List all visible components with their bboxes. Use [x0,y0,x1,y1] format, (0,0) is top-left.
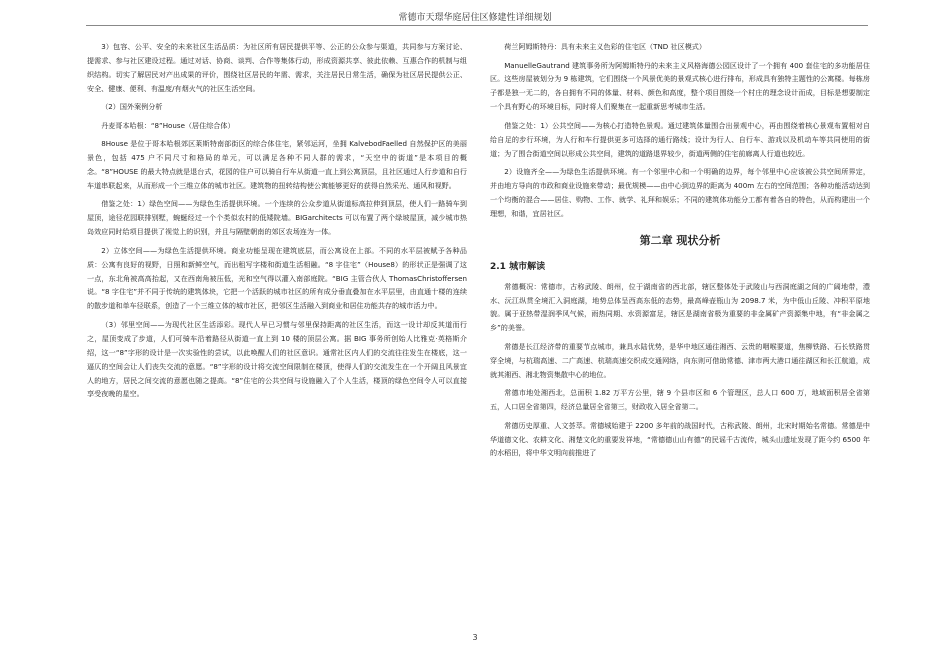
header-divider [86,25,868,26]
left-column [87,40,467,406]
paragraph: 常德是长江经济带的重要节点城市，兼具水陆优势，是华中地区通往湘西、云贵的咽喉要道，焦柳铁路、石长铁路贯穿全境，与杭瑞高速、二广高速、杭瑞高速交织成交通网络，向东则可借助常德、津市两大港口通往湖区和长江航道，成就其湘西、湘北物资集散中心的地位。 [490,341,870,379]
paragraph: 3）包容、公平、安全的未来社区生活品质：为社区所有居民提供平等、公正的公众参与渠道，共同参与方案讨论、提需求、参与社区建设过程。通过对话、协商、谈判、合作等集体行动，形成资源共享、彼此依赖、互惠合作的机制与组织结构。切实了解居民对产出成果的评价，围绕社区居民的年需、需求，关注居民日常生活，确保为社区居民提供公正、安全、健康、便利、有温度/有烟火气的社区生活空间。 [87,42,467,93]
header-title: 常德市天璟华庭居住区修建性详细规划 [398,13,552,23]
paragraph: （3）邻里空间——为现代社区生活添彩。现代人早已习惯与邻里保持距离的社区生活，而这一设计却反其道而行之，屋顶变成了步道，人们可骑车沿着路径从街道一直上到 10 楼的顶层公寓。据 BIG 事务所创始人比雅克·英格斯介绍，这一“8”字形的设计是一次实验性的尝试，以此唤醒人们的社区意识。通常社区内人们的交流往往发生在楼底，这一逼仄的空间会让人们丧失交流的意愿。“8”字形的设计将交流空间限制在楼顶，使得人们的交流发生在一个开阔且风景宜人的地方，居民之间交流的意愿也随之提高。“8”住宅的公共空间与设施融入了个人生活，楼顶的绿色空间令人可以直接享受夜晚的星空。 [87,319,467,399]
page-header [0,10,950,23]
subheading-foreign-cases: （2）国外案例分析 [101,102,163,112]
chapter-title: 第二章 现状分析 [639,233,721,247]
paragraph: 常德历史厚重、人文荟萃。常德城始建于 2200 多年前的战国时代，古称武陵、朗州，北宋时期始名常德。常德是中华道德文化、农耕文化、湘楚文化的重要发祥地，“常德德山山有德”的民谣千古流传，城头山遗址发现了距今约 6500 年的水稻田，将中华文明向前推进了 [490,420,870,458]
page-footer [0,633,950,642]
section-title: 2.1 城市解读 [490,261,546,272]
case-title-amsterdam: 荷兰阿姆斯特丹：具有未来主义色彩的住宅区（TND 社区模式） [504,42,706,51]
paragraph: 2）设施齐全——为绿色生活提供环境。有一个邻里中心和一个明确的边界，每个邻里中心应该被公共空间所界定，并由地方导向的市政和商业设施来带动；最优规模——由中心到边界的距离为 400m 左右的空间范围；各种功能活动达到一个均衡的混合——居住、购物、工作、就学、礼拜和娱乐；不同的建筑体功能分工都有着各自的特色，从而构建出一个理想，和谐，宜居社区。 [490,167,870,218]
paragraph: 借鉴之处：1）绿色空间——为绿色生活提供环境。一个连续的公众步道从街道标高拉伸到顶层，使人们一路骑车到屋顶，途径花园联排别墅，蜿蜒经过一个个类似农村的低矮院墙。BIGarchitects 可以布置了两个绿坡屋顶，减少城市热岛效应同时给项目提供了视觉上的识别，并且与隔壁朝南的郊区农场连为一体。 [87,199,467,237]
paragraph: 常德概况：常德市，古称武陵、朗州，位于湖南省的西北部，辖区整体处于武陵山与西洞庭湖之间的广阔地带，澧水、沅江纵贯全境汇入洞庭湖，地势总体呈西高东低的态势，最高峰壶瓶山为 2098.7 米，为中低山丘陵、冲积平原地貌。属于亚热带湿润季风气候，雨热同期、水资源富足，辖区是湖南省极为重要的非金属矿产资源集中地，有“非金属之乡”的美誉。 [490,281,870,333]
paragraph: ManuelleGautrand 建筑事务所为阿姆斯特丹的未来主义风格海德公园区设计了一个拥有 400 套住宅的多功能居住区。这些房屋被划分为 9 栋建筑，它们围绕一个风景优美的景观式核心进行排布，形成具有独特主题性的公寓楼。每栋房子都是独一无二的，各自拥有不同的体量、材料、颜色和高度，整个项目围绕一个村庄的理念设计而成，目标是想要制定一个具有野心的环境目标，同时将人们聚集在一起重新思考城市生活。 [490,60,870,112]
paragraph: 2）立体空间——为绿色生活提供环境。商业功能呈现在建筑底层，而公寓设在上部。不同的水平层被赋予各种品质：公寓有良好的视野，日照和新鲜空气，而出租写字楼和街道生活相融。“8 字住宅”（House8）的形状正是强调了这一点，东北角被高高抬起，又在西南角被压低，光和空气得以灌入南部庭院。“BIG 主管合伙人 ThomasChristoffersen 说。“8 字住宅”并不同于传统的建筑体块，它把一个活跃的城市社区的所有成分垂直叠加在水平层里，由直通十楼的连续的散步道和单车径联系，创造了一个三维立体的城市社区，把邻区生活融入到商业和居住功能共存的城市活力中。 [87,245,467,311]
paragraph: 8House 是位于哥本哈根郊区莱斯特南部街区的综合体住宅，紧邻运河，坐拥 KalvebodFaelled 自然保护区的美丽景色，包括 475 户不同尺寸和格局的单元，可以满足各种不同人群的需求，“天空中的街道”是本项目的概念。“8”HOUSE 的最大特点就是退台式，花园的住户可以骑自行车从街道一直上到公寓顶层，且社区通过人行步道和自行车道串联起来，从而形成一个三维立体的城市社区。建筑物的扭转结构使公寓能够更好的获得自然采光、通风和视野。 [87,139,467,190]
paragraph: 借鉴之处：1）公共空间——为核心打造特色景观。通过建筑体量围合出景观中心，再由围绕着核心景观布置相对自给自足的步行环境，为人行和车行提供更多可选择的通行路线；设计为行人、自行车、游戏以及机动车等共同使用的街道；为了围合街道空间以形成公共空间，建筑的道路退界较少，街道两侧的住宅前廊离人行道也较近。 [490,120,870,158]
case-title-8house: 丹麦哥本哈根：“8”House（居住综合体） [101,120,235,130]
paragraph: 常德市地处湘西北，总面积 1.82 万平方公里，辖 9 个县市区和 6 个管理区，总人口 600 万，地域面积居全省第五，人口居全省第四，经济总量居全省第三，财政收入居全省第二。 [490,388,870,412]
page-number: 3 [472,633,478,642]
right-column [490,40,870,465]
